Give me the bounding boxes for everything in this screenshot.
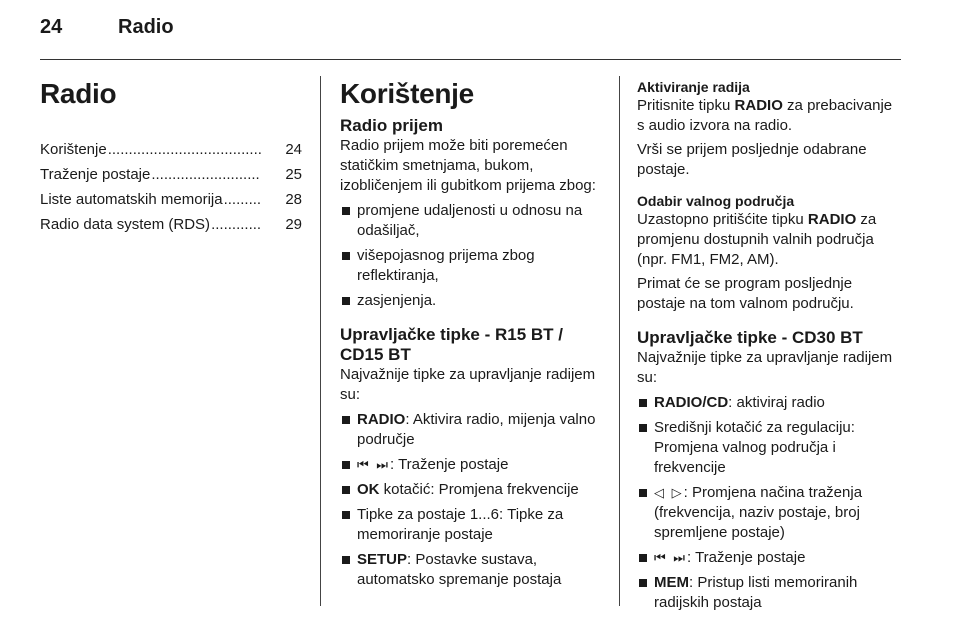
- list-item: OK kotačić: Promjena frekvencije: [340, 480, 602, 500]
- list-item: RADIO: Aktivira radio, mijenja valno područje: [340, 410, 602, 450]
- toc-leader: .....................................: [107, 141, 262, 158]
- list-item: višepojasnog prijema zbog reflektiranja,: [340, 246, 602, 286]
- list-item: ⏮ ⏭: Traženje postaje: [637, 548, 901, 568]
- bullet-icon: [342, 207, 350, 215]
- toc-leader: ..........................: [151, 166, 260, 183]
- bullet-icon: [639, 399, 647, 407]
- key-label: RADIO: [357, 411, 406, 428]
- bullet-icon: [342, 461, 350, 469]
- paragraph: Radio prijem može biti poremećen statičkim smetnjama, bukom, izobličenjem ili gubitkom prijema zbog:: [340, 137, 596, 194]
- list-item: Središnji kotačić za regulaciju: Promjena valnog područja i frekvencije: [637, 418, 901, 478]
- subsection-title: Odabir valnog područja: [637, 193, 795, 209]
- toc-entry[interactable]: [40, 215, 302, 235]
- toc-page: 29: [285, 216, 302, 233]
- toc-label: Radio data system (RDS): [40, 216, 211, 233]
- paragraph: Najvažnije tipke za upravljanje radijem su:: [637, 349, 893, 386]
- toc-label: Liste automatskih memorija: [40, 191, 223, 208]
- key-label: RADIO: [734, 97, 783, 114]
- header-rule: [40, 59, 901, 60]
- column-toc: [40, 78, 302, 240]
- seek-buttons-icon: ⏮ ⏭: [357, 457, 391, 472]
- list-item: ◁ ▷: Promjena načina traženja (frekvencija, naziv postaje, broj spremljene postaje): [637, 483, 901, 543]
- column-divider-2: [619, 76, 620, 606]
- paragraph: Uzastopno pritišćite tipku RADIO za promjenu dostupnih valnih područja (npr. FM1, FM2, AM).: [637, 211, 877, 268]
- toc-leader: .........: [223, 191, 262, 208]
- list-item: RADIO/CD: aktiviraj radio: [637, 393, 901, 413]
- list-item: zasjenjenja.: [340, 291, 602, 311]
- seek-buttons-icon: ⏮ ⏭: [654, 550, 688, 565]
- column-usage: [340, 78, 602, 590]
- list-item: Tipke za postaje 1...6: Tipke za memoriranje postaje: [340, 505, 602, 545]
- subsection-title: Aktiviranje radija: [637, 79, 750, 95]
- subsection-title: Upravljačke tipke - R15 BT / CD15 BT: [340, 325, 563, 364]
- key-label: SETUP: [357, 551, 408, 568]
- bullet-icon: [639, 554, 647, 562]
- toc-label: Traženje postaje: [40, 166, 151, 183]
- paragraph: Najvažnije tipke za upravljanje radijem su:: [340, 366, 596, 403]
- toc-entry[interactable]: [40, 165, 302, 185]
- list-item: MEM: Pristup listi memoriranih radijskih postaja: [637, 573, 901, 613]
- bullet-icon: [342, 486, 350, 494]
- bullet-icon: [342, 416, 350, 424]
- subsection-title: Radio prijem: [340, 116, 443, 135]
- key-label: RADIO: [807, 211, 857, 228]
- toc-page: 25: [285, 166, 302, 183]
- toc-label: Korištenje: [40, 141, 107, 158]
- subsection-title: Upravljačke tipke - CD30 BT: [637, 328, 863, 347]
- toc-entry[interactable]: [40, 190, 302, 210]
- toc-page: 24: [285, 141, 302, 158]
- bullet-icon: [342, 511, 350, 519]
- paragraph: Vrši se prijem posljednje odabrane postaje.: [637, 141, 867, 178]
- paragraph: Pritisnite tipku RADIO za prebacivanje s audio izvora na radio.: [637, 97, 893, 134]
- bullet-list: [340, 410, 602, 590]
- key-label: RADIO/CD: [654, 394, 729, 411]
- key-label: MEM: [654, 574, 689, 591]
- key-label: OK: [357, 481, 380, 498]
- list-item: ⏮ ⏭: Traženje postaje: [340, 455, 602, 475]
- search-mode-arrows-icon: ◁ ▷: [654, 485, 684, 500]
- column-divider-1: [320, 76, 321, 606]
- table-of-contents: [40, 140, 302, 235]
- running-title: Radio: [118, 16, 174, 38]
- bullet-icon: [342, 252, 350, 260]
- bullet-icon: [342, 556, 350, 564]
- bullet-icon: [342, 297, 350, 305]
- toc-page: 28: [285, 191, 302, 208]
- chapter-title: Radio: [40, 78, 117, 109]
- column-controls: [637, 78, 901, 613]
- bullet-icon: [639, 424, 647, 432]
- paragraph: Primat će se program posljednje postaje na tom valnom području.: [637, 275, 854, 312]
- section-title: Korištenje: [340, 78, 474, 109]
- toc-entry[interactable]: [40, 140, 302, 160]
- bullet-list: [637, 393, 901, 613]
- bullet-list: [340, 201, 602, 311]
- bullet-icon: [639, 489, 647, 497]
- toc-leader: ............: [211, 216, 262, 233]
- bullet-icon: [639, 579, 647, 587]
- page-number: 24: [40, 16, 63, 38]
- list-item: promjene udaljenosti u odnosu na odašiljač,: [340, 201, 602, 241]
- list-item: SETUP: Postavke sustava, automatsko spremanje postaja: [340, 550, 602, 590]
